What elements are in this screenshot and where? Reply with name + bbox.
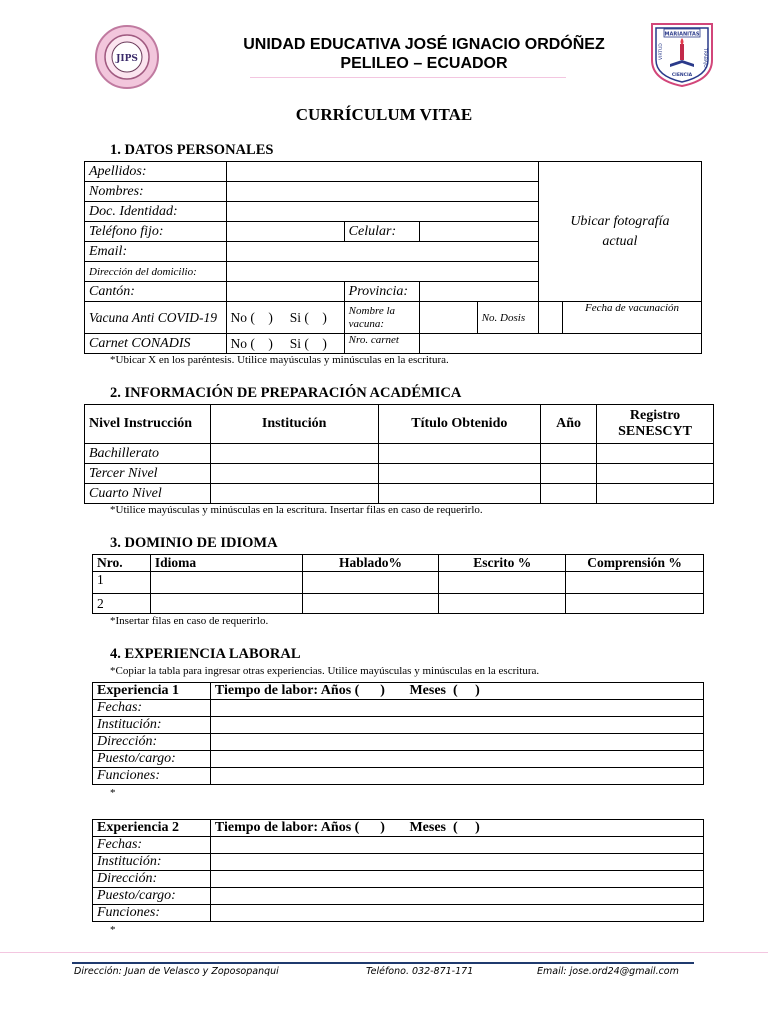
label-canton: Cantón: [85, 282, 227, 302]
logo-right-left: VIRTUD [659, 43, 664, 60]
section-1-title: 1. DATOS PERSONALES [110, 142, 274, 158]
personal-data-table [84, 161, 702, 354]
language-cell[interactable] [566, 594, 704, 614]
label-provincia: Provincia: [344, 282, 419, 302]
academic-header: Nivel Instrucción [85, 405, 211, 444]
exp-field-input[interactable] [210, 888, 703, 905]
label-email: Email: [85, 242, 227, 262]
exp-field-input[interactable] [210, 768, 703, 785]
exp-field-input[interactable] [210, 854, 703, 871]
input-apellidos[interactable] [226, 162, 538, 182]
language-cell[interactable] [566, 572, 704, 594]
academic-cell[interactable] [210, 484, 378, 504]
exp-field-label: Funciones: [93, 768, 211, 785]
academic-cell[interactable] [597, 444, 714, 464]
exp-field-label: Fechas: [93, 700, 211, 717]
exp-field-label: Institución: [93, 717, 211, 734]
exp-field-input[interactable] [210, 700, 703, 717]
academic-cell[interactable] [210, 464, 378, 484]
experience-2-star: * [110, 924, 116, 936]
language-header: Hablado% [302, 555, 439, 572]
language-header: Idioma [150, 555, 302, 572]
input-direccion[interactable] [226, 262, 538, 282]
input-canton[interactable] [226, 282, 344, 302]
exp-field-label: Institución: [93, 854, 211, 871]
language-header: Escrito % [439, 555, 566, 572]
exp-field-input[interactable] [210, 871, 703, 888]
section-1-note: *Ubicar X en los paréntesis. Utilice mayúsculas y minúsculas en la escritura. [110, 354, 449, 366]
input-nombres[interactable] [226, 182, 538, 202]
language-row-number: 2 [93, 594, 151, 614]
exp-field-input[interactable] [210, 717, 703, 734]
exp-field-label: Puesto/cargo: [93, 751, 211, 768]
exp-field-input[interactable] [210, 905, 703, 922]
language-table [92, 554, 704, 614]
language-header: Comprensión % [566, 555, 704, 572]
language-row-number: 1 [93, 572, 151, 594]
academic-row-label: Cuarto Nivel [85, 484, 211, 504]
academic-cell[interactable] [541, 444, 597, 464]
experience-2-tiempo[interactable]: Tiempo de labor: Años ( ) Meses ( ) [210, 820, 703, 837]
header-rule [250, 77, 566, 78]
page-title: CURRÍCULUM VITAE [295, 105, 473, 124]
exp-field-label: Dirección: [93, 734, 211, 751]
logo-left-text: JIPS [116, 54, 138, 64]
academic-row-label: Tercer Nivel [85, 464, 211, 484]
academic-table [84, 404, 714, 504]
academic-cell[interactable] [541, 484, 597, 504]
academic-cell[interactable] [210, 444, 378, 464]
language-cell[interactable] [439, 572, 566, 594]
label-carnet: Carnet CONADIS [85, 334, 227, 354]
section-3-note: *Insertar filas en caso de requerirlo. [110, 615, 269, 627]
experience-1-star: * [110, 787, 116, 799]
language-cell[interactable] [439, 594, 566, 614]
academic-header: Institución [210, 405, 378, 444]
academic-header: Año [541, 405, 597, 444]
section-3-title: 3. DOMINIO DE IDIOMA [110, 535, 278, 551]
logo-right [648, 20, 716, 88]
input-telefono[interactable] [226, 222, 344, 242]
label-celular: Celular: [344, 222, 419, 242]
input-no-dosis[interactable] [538, 302, 562, 334]
school-name: UNIDAD EDUCATIVA JOSÉ IGNACIO ORDÓÑEZ [243, 36, 605, 53]
label-nombre-vacuna: Nombre la vacuna: [344, 302, 419, 334]
logo-right-top: MARIANITAS [664, 31, 700, 38]
label-direccion: Dirección del domicilio: [85, 262, 227, 282]
label-telefono: Teléfono fijo: [85, 222, 227, 242]
experience-1-table [92, 682, 704, 785]
academic-row-label: Bachillerato [85, 444, 211, 464]
logo-right-right: TRABAJO [702, 48, 707, 68]
footer-email[interactable]: Email: jose.ord24@gmail.com [537, 966, 679, 977]
academic-header: Título Obtenido [378, 405, 541, 444]
exp-field-label: Funciones: [93, 905, 211, 922]
language-header: Nro. [93, 555, 151, 572]
exp-field-label: Puesto/cargo: [93, 888, 211, 905]
language-cell[interactable] [302, 594, 439, 614]
label-doc-identidad: Doc. Identidad: [85, 202, 227, 222]
exp-field-input[interactable] [210, 734, 703, 751]
experience-2-table [92, 819, 704, 922]
page-break-line [0, 952, 768, 953]
academic-cell[interactable] [597, 484, 714, 504]
label-nro-carnet: Nro. carnet [344, 334, 419, 354]
footer-phone: Teléfono. 032-871-171 [366, 966, 474, 977]
academic-header: Registro SENESCYT [597, 405, 714, 444]
label-no-dosis: No. Dosis [477, 302, 538, 334]
language-cell[interactable] [150, 572, 302, 594]
input-nombre-vacuna[interactable] [419, 302, 477, 334]
language-cell[interactable] [150, 594, 302, 614]
photo-placeholder[interactable] [538, 162, 701, 302]
section-2-title: 2. INFORMACIÓN DE PREPARACIÓN ACADÉMICA [110, 385, 462, 401]
footer-rule [72, 962, 694, 964]
section-2-note: *Utilice mayúsculas y minúsculas en la escritura. Insertar filas en caso de requerirlo. [110, 504, 483, 516]
language-cell[interactable] [302, 572, 439, 594]
experience-2-label: Experiencia 2 [93, 820, 211, 837]
input-email[interactable] [226, 242, 538, 262]
academic-cell[interactable] [378, 484, 541, 504]
academic-cell[interactable] [378, 464, 541, 484]
label-nombres: Nombres: [85, 182, 227, 202]
input-provincia[interactable] [419, 282, 538, 302]
carnet-options[interactable]: No ( ) Si ( ) [226, 334, 344, 354]
exp-field-label: Fechas: [93, 837, 211, 854]
input-celular[interactable] [419, 222, 538, 242]
input-nro-carnet[interactable] [419, 334, 701, 354]
academic-cell[interactable] [378, 444, 541, 464]
vacuna-options[interactable]: No ( ) Si ( ) [226, 302, 344, 334]
label-apellidos: Apellidos: [85, 162, 227, 182]
exp-field-label: Dirección: [93, 871, 211, 888]
exp-field-input[interactable] [210, 837, 703, 854]
exp-field-input[interactable] [210, 751, 703, 768]
logo-right-bottom: CIENCIA [671, 73, 693, 78]
school-city: PELILEO – ECUADOR [340, 55, 508, 72]
experience-1-label: Experiencia 1 [93, 683, 211, 700]
academic-cell[interactable] [597, 464, 714, 484]
academic-cell[interactable] [541, 464, 597, 484]
section-4-title: 4. EXPERIENCIA LABORAL [110, 646, 301, 662]
label-fecha-vacunacion: Fecha de vacunación [563, 302, 702, 334]
footer-address: Dirección: Juan de Velasco y Zoposopanqui [74, 966, 279, 977]
input-doc-identidad[interactable] [226, 202, 538, 222]
label-vacuna: Vacuna Anti COVID-19 [85, 302, 227, 334]
experience-1-tiempo[interactable]: Tiempo de labor: Años ( ) Meses ( ) [210, 683, 703, 700]
photo-text: Ubicar fotografía actual [570, 213, 670, 249]
section-4-note: *Copiar la tabla para ingresar otras experiencias. Utilice mayúsculas y minúsculas en la escritura. [110, 665, 540, 677]
